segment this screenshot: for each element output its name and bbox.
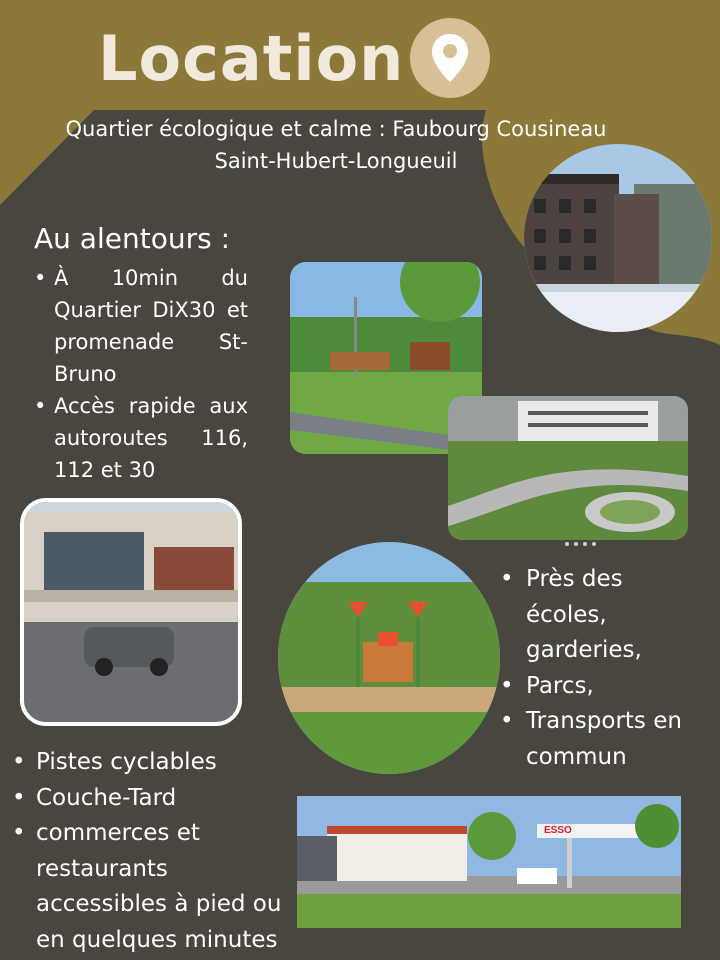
subtitle-line-2: Saint-Hubert-Longueuil (214, 149, 458, 173)
list-item: • Couche-Tard (12, 781, 297, 817)
subtitle-line-1: Quartier écologique et calme : Faubourg Cousineau (65, 117, 607, 141)
esso-sign: ESSO (544, 825, 572, 836)
list-item: • Près des écoles, garderies, (500, 562, 710, 669)
list-item: • À 10min du Quartier DiX30 et promenade St-Bruno (34, 262, 248, 390)
list-left-top (34, 262, 248, 486)
page-title: Location (98, 22, 405, 95)
photo-storefront (20, 498, 242, 726)
photo-condos-winter (524, 144, 712, 332)
carousel-dots (565, 531, 601, 537)
list-bottom (12, 745, 297, 958)
list-item: • Accès rapide aux autoroutes 116, 112 et 30 (34, 390, 248, 486)
location-pin-icon (410, 18, 490, 98)
list-item: • Parcs, (500, 669, 710, 705)
list-item: • commerces et restaurants accessibles à pied ou en quelques minutes (12, 816, 297, 958)
photo-aerial-roundabout (448, 396, 688, 540)
list-item: • Transports en commun (500, 704, 710, 775)
list-right (500, 562, 710, 775)
photo-gas-station (297, 796, 681, 928)
around-heading: Au alentours : (34, 222, 230, 255)
photo-playground (278, 542, 500, 774)
title-row (0, 18, 720, 100)
list-item: • Pistes cyclables (12, 745, 297, 781)
